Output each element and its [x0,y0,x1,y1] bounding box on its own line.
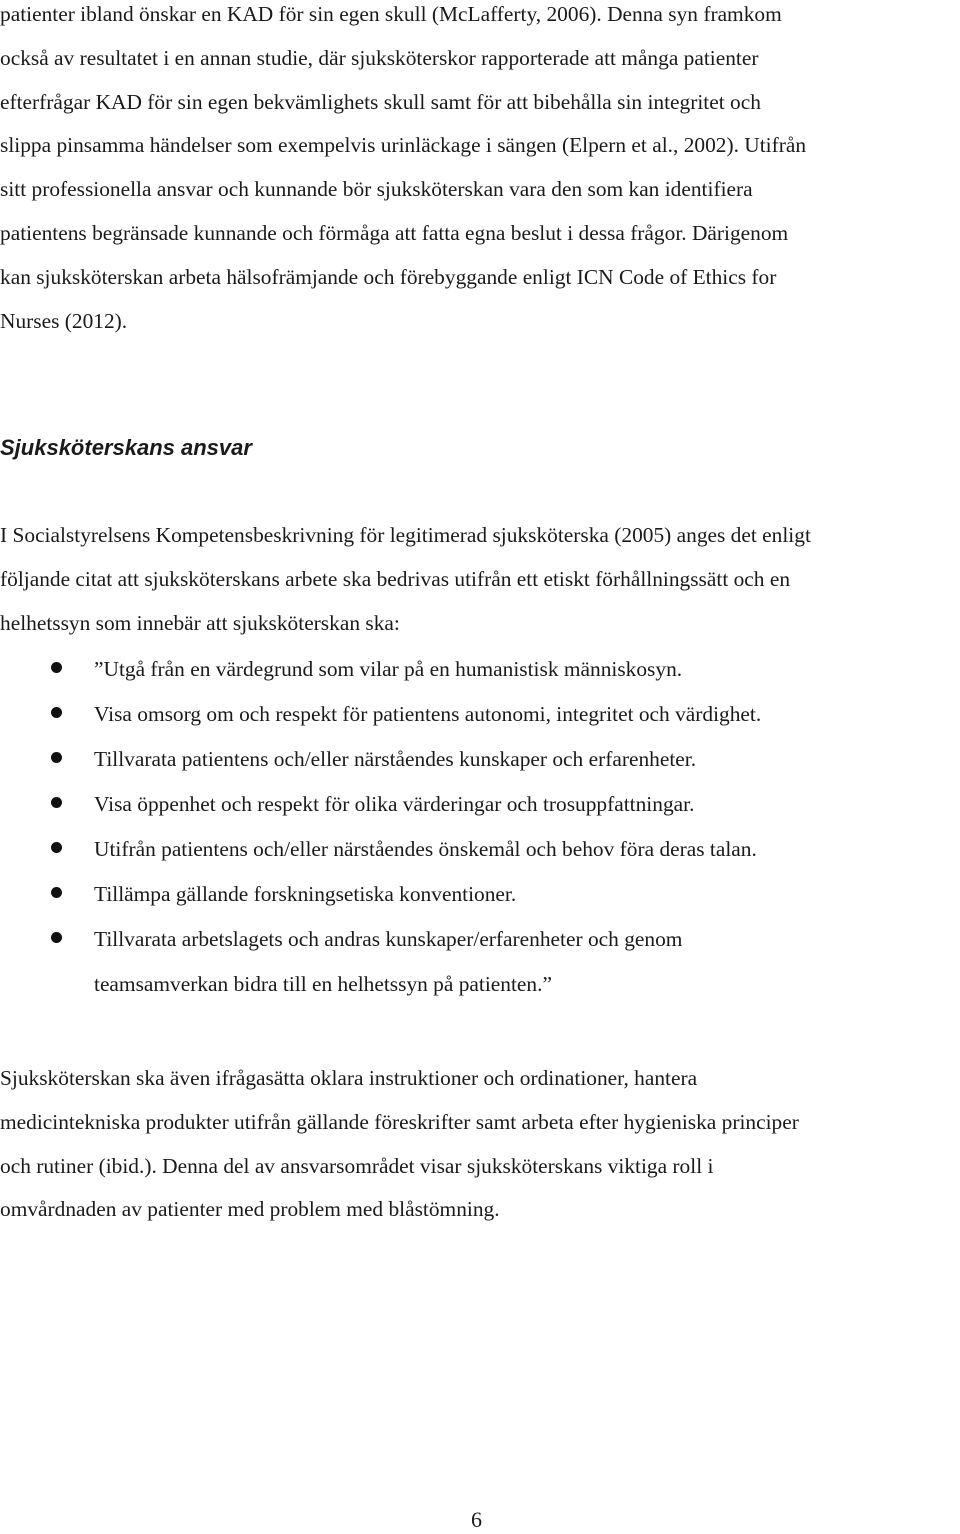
text-line: I Socialstyrelsens Kompetensbeskrivning för legitimerad sjuksköterska (2005) anges det enligt [0,523,811,547]
text-line: efterfrågar KAD för sin egen bekvämlighets skull samt för att bibehålla sin integritet och [0,89,761,114]
list-item-text [94,692,761,737]
closing-paragraph [0,1057,960,1232]
bullet-icon [51,662,62,673]
text-line: patienter ibland önskar en KAD för sin egen skull (McLafferty, 2006). Denna syn framkom [0,2,782,26]
bullet-icon [51,707,62,718]
text-line: Nurses (2012). [0,308,128,333]
page-number: 6 [471,1507,482,1532]
text-line: teamsamverkan bidra till en helhetssyn på patienten.” [94,972,552,996]
intro-paragraph [0,0,960,343]
text-line: omvårdnaden av patienter med problem med blåstömning. [0,1197,500,1222]
text-line: patientens begränsade kunnande och förmåga att fatta egna beslut i dessa frågor. Därigenom [0,220,789,245]
text-line: Tillvarata arbetslagets och andras kunskaper/erfarenheter och genom [94,927,683,951]
bullet-list [0,647,960,1007]
list-item [0,782,960,827]
bullet-icon [51,797,62,808]
list-item [0,872,960,917]
text-line: Visa öppenhet och respekt för olika värderingar och trosuppfattningar. [94,792,695,816]
list-item [0,692,960,737]
list-item [0,647,960,692]
list-item [0,827,960,872]
text-line: Visa omsorg om och respekt för patientens autonomi, integritet och värdighet. [94,702,762,726]
text-line: Utifrån patientens och/eller närståendes önskemål och behov föra deras talan. [94,837,757,861]
text-line: Tillvarata patientens och/eller närståendes kunskaper och erfarenheter. [94,747,697,771]
text-line: följande citat att sjuksköterskans arbete ska bedrivas utifrån ett etiskt förhållningssätt och en [0,566,791,591]
list-item-text [94,917,682,1007]
bullet-icon [51,887,62,898]
text-line: slippa pinsamma händelser som exempelvis urinläckage i sängen (Elpern et al., 2002). Utifrån [0,133,807,158]
list-item-text [94,647,682,692]
list-item-text [94,872,516,917]
text-line: Sjuksköterskan ska även ifrågasätta oklara instruktioner och ordinationer, hantera [0,1066,698,1090]
list-item-text [94,827,757,872]
list-item-text [94,737,696,782]
bullet-icon [51,842,62,853]
text-line: helhetssyn som innebär att sjuksköterskan ska: [0,610,400,635]
text-line: också av resultatet i en annan studie, där sjuksköterskor rapporterade att många patienter [0,45,759,70]
text-line: och rutiner (ibid.). Denna del av ansvarsområdet visar sjuksköterskans viktiga roll i [0,1153,714,1178]
list-item-text [94,782,694,827]
text-line: kan sjuksköterskan arbeta hälsofrämjande och förebyggande enligt ICN Code of Ethics for [0,264,777,289]
text-line: sitt professionella ansvar och kunnande bör sjuksköterskan vara den som kan identifiera [0,177,753,202]
text-line: ”Utgå från en värdegrund som vilar på en humanistisk människosyn. [94,657,683,681]
section-intro-paragraph [0,514,960,645]
bullet-icon [51,932,62,943]
section-heading: Sjuksköterskans ansvar [0,435,252,460]
text-line: Tillämpa gällande forskningsetiska konventioner. [94,882,517,906]
bullet-icon [51,752,62,763]
text-line: medicintekniska produkter utifrån gällande föreskrifter samt arbeta efter hygieniska principer [0,1109,799,1134]
list-item [0,917,960,1007]
list-item [0,737,960,782]
